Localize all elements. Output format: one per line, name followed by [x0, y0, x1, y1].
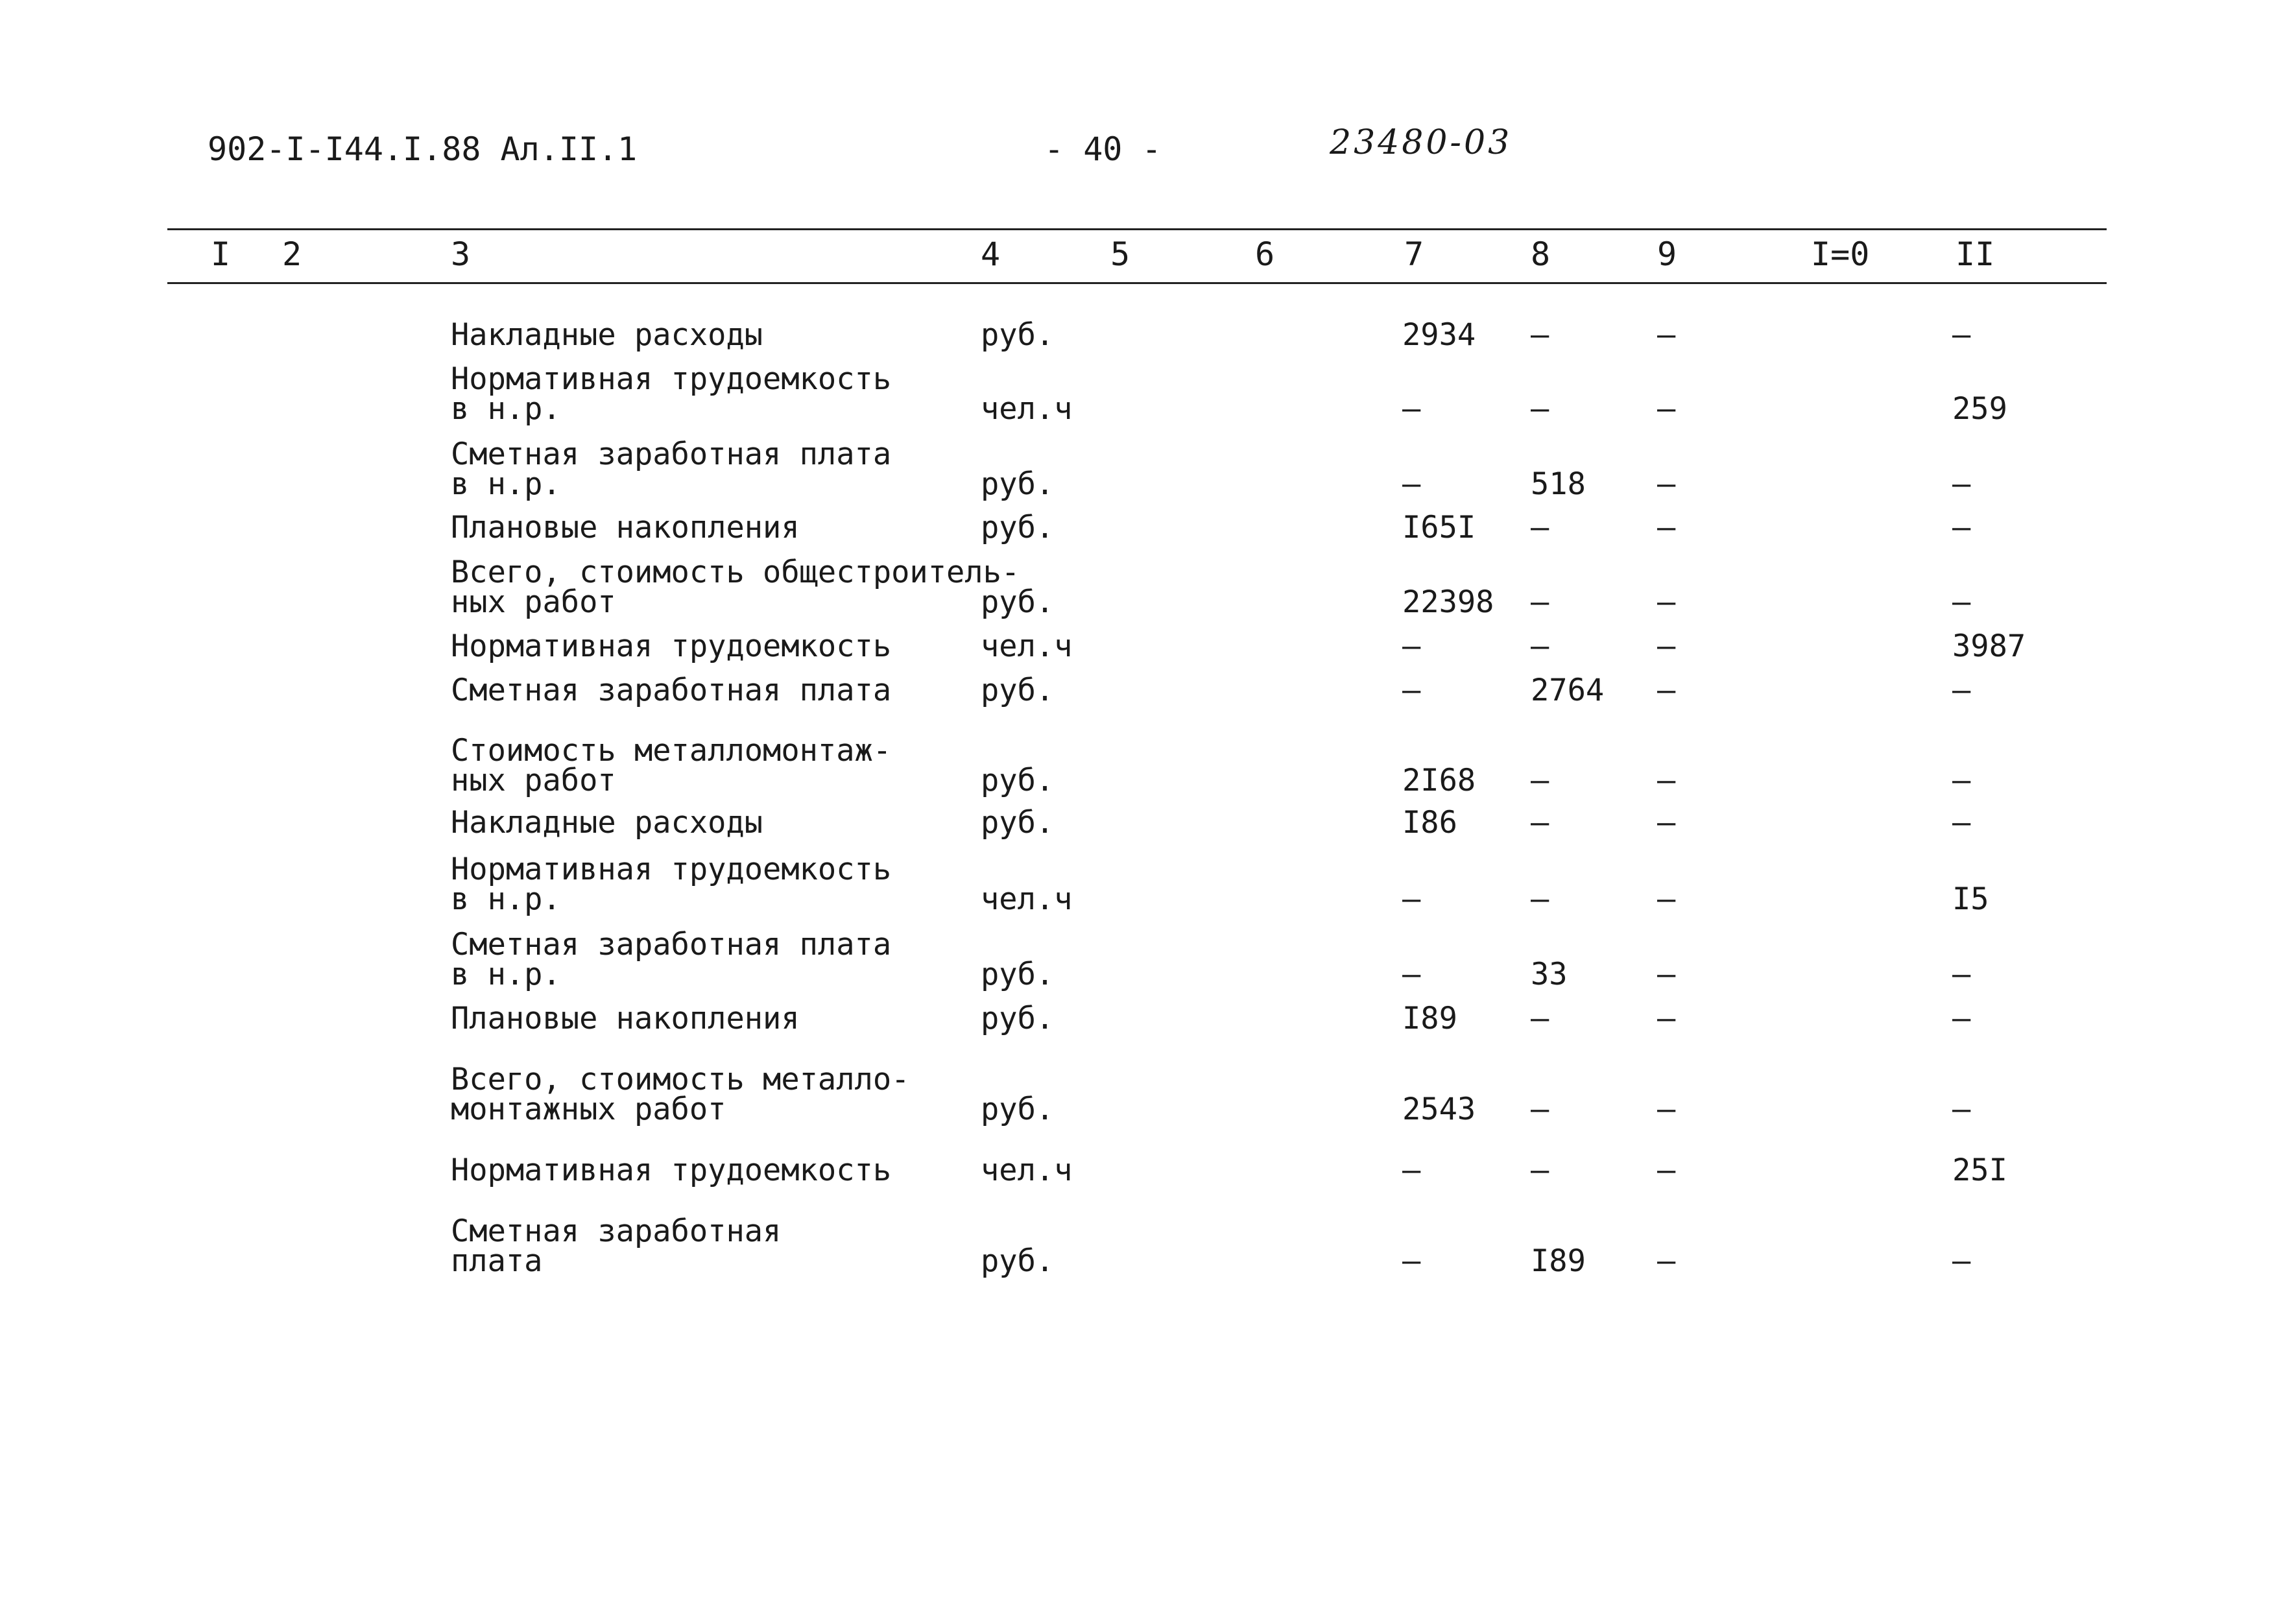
row-col-8: –: [1531, 317, 1549, 353]
row-col-9: –: [1657, 957, 1676, 992]
row-col-11: –: [1952, 510, 1971, 545]
row-col-7: –: [1402, 881, 1421, 917]
row-col-8: –: [1531, 1001, 1549, 1036]
row-col-9: –: [1657, 1152, 1676, 1188]
column-header: 5: [1110, 235, 1131, 273]
column-header: 7: [1404, 235, 1424, 273]
row-col-9: –: [1657, 510, 1676, 545]
row-name: Плановые накопления: [451, 510, 800, 545]
row-col-8: –: [1531, 628, 1549, 664]
row-col-7: –: [1402, 628, 1421, 664]
row-col-7: –: [1402, 466, 1421, 502]
column-header: 8: [1531, 235, 1551, 273]
table-row: [0, 628, 2285, 662]
page-number: - 40 -: [1044, 130, 1162, 168]
row-col-8: –: [1531, 805, 1549, 841]
row-unit: руб.: [981, 1092, 1055, 1127]
row-col-8: –: [1531, 391, 1549, 427]
row-col-7: –: [1402, 391, 1421, 427]
row-col-8: –: [1531, 763, 1549, 798]
row-unit: руб.: [981, 805, 1055, 841]
row-name: Сметная заработная плата: [451, 673, 892, 708]
row-col-9: –: [1657, 391, 1676, 427]
row-unit: руб.: [981, 510, 1055, 545]
row-col-9: –: [1657, 673, 1676, 708]
row-unit: руб.: [981, 763, 1055, 798]
table-top-rule: [167, 228, 2107, 230]
table-row: [0, 358, 2285, 427]
table-row: [0, 1000, 2285, 1034]
table-row: [0, 804, 2285, 841]
row-col-9: –: [1657, 763, 1676, 798]
column-header: 9: [1657, 235, 1677, 273]
row-unit: руб.: [981, 673, 1055, 708]
row-col-8: –: [1531, 584, 1549, 620]
table-row: [0, 848, 2285, 917]
row-col-9: –: [1657, 1092, 1676, 1127]
column-header: 4: [981, 235, 1001, 273]
column-header: 2: [282, 235, 302, 273]
row-name: Сметная заработная плата в н.р.: [451, 436, 892, 502]
row-col-8: –: [1531, 1152, 1549, 1188]
document-code: 902-I-I44.I.88 Ал.II.1: [208, 130, 638, 168]
row-col-7: –: [1402, 1152, 1421, 1188]
row-unit: чел.ч: [981, 391, 1073, 427]
row-col-8: 33: [1531, 957, 1568, 992]
row-col-11: 25I: [1952, 1152, 2007, 1188]
table-row: [0, 1058, 2285, 1125]
column-header: I=0: [1811, 235, 1870, 273]
row-col-7: I86: [1402, 805, 1457, 841]
row-col-8: 518: [1531, 466, 1586, 502]
row-col-9: –: [1657, 584, 1676, 620]
row-col-9: –: [1657, 466, 1676, 502]
row-name: Нормативная трудоемкость в н.р.: [451, 852, 892, 917]
table-header-rule: [167, 282, 2107, 284]
table-row: [0, 509, 2285, 543]
table-row: [0, 316, 2285, 353]
row-col-7: I65I: [1402, 510, 1476, 545]
table-row: [0, 1210, 2285, 1279]
row-name: Накладные расходы: [451, 317, 763, 353]
row-unit: руб.: [981, 1001, 1055, 1036]
row-unit: руб.: [981, 466, 1055, 502]
row-col-7: I89: [1402, 1001, 1457, 1036]
table-row: [0, 924, 2285, 990]
row-col-8: –: [1531, 1092, 1549, 1127]
row-name: Нормативная трудоемкость в н.р.: [451, 361, 892, 427]
row-col-11: I5: [1952, 881, 1989, 917]
row-col-11: –: [1952, 1001, 1971, 1036]
row-col-11: –: [1952, 1243, 1971, 1279]
table-row: [0, 551, 2285, 620]
row-name: Накладные расходы: [451, 805, 763, 841]
row-col-8: –: [1531, 881, 1549, 917]
row-unit: руб.: [981, 584, 1055, 620]
row-col-11: –: [1952, 673, 1971, 708]
row-col-9: –: [1657, 628, 1676, 664]
row-unit: руб.: [981, 957, 1055, 992]
row-col-7: –: [1402, 673, 1421, 708]
row-col-9: –: [1657, 1001, 1676, 1036]
row-col-11: –: [1952, 805, 1971, 841]
row-col-9: –: [1657, 805, 1676, 841]
row-col-9: –: [1657, 1243, 1676, 1279]
row-col-9: –: [1657, 881, 1676, 917]
row-col-7: 2934: [1402, 317, 1476, 353]
row-name: Плановые накопления: [451, 1001, 800, 1036]
table-row: [0, 433, 2285, 502]
row-col-8: 2764: [1531, 673, 1605, 708]
row-col-7: 22398: [1402, 584, 1494, 620]
row-unit: чел.ч: [981, 628, 1073, 664]
row-col-11: –: [1952, 763, 1971, 798]
table-row: [0, 1152, 2285, 1186]
row-col-7: –: [1402, 1243, 1421, 1279]
column-header: 6: [1255, 235, 1275, 273]
row-unit: чел.ч: [981, 1152, 1073, 1188]
row-name: Сметная заработная плата в н.р.: [451, 927, 892, 992]
row-col-11: –: [1952, 957, 1971, 992]
row-name: Нормативная трудоемкость: [451, 628, 892, 664]
row-unit: руб.: [981, 1243, 1055, 1279]
row-name: Всего, стоимость общестроитель- ных работ: [451, 555, 1020, 620]
row-name: Сметная заработная плата: [451, 1213, 782, 1279]
row-col-11: –: [1952, 584, 1971, 620]
row-name: Нормативная трудоемкость: [451, 1152, 892, 1188]
row-col-11: –: [1952, 317, 1971, 353]
table-row: [0, 672, 2285, 706]
row-col-9: –: [1657, 317, 1676, 353]
row-col-8: I89: [1531, 1243, 1586, 1279]
column-header: I: [211, 235, 231, 273]
row-col-7: 2543: [1402, 1092, 1476, 1127]
row-col-7: 2I68: [1402, 763, 1476, 798]
row-unit: чел.ч: [981, 881, 1073, 917]
row-name: Всего, стоимость металло- монтажных работ: [451, 1062, 910, 1127]
column-header: II: [1956, 235, 1995, 273]
table-row: [0, 730, 2285, 796]
row-col-7: –: [1402, 957, 1421, 992]
row-col-11: –: [1952, 1092, 1971, 1127]
row-name: Стоимость металломонтаж- ных работ: [451, 733, 892, 798]
column-header: 3: [451, 235, 471, 273]
row-col-11: 3987: [1952, 628, 2026, 664]
handwritten-number: 23480-03: [1330, 123, 1513, 162]
row-col-8: –: [1531, 510, 1549, 545]
row-col-11: 259: [1952, 391, 2007, 427]
row-col-11: –: [1952, 466, 1971, 502]
row-unit: руб.: [981, 317, 1055, 353]
